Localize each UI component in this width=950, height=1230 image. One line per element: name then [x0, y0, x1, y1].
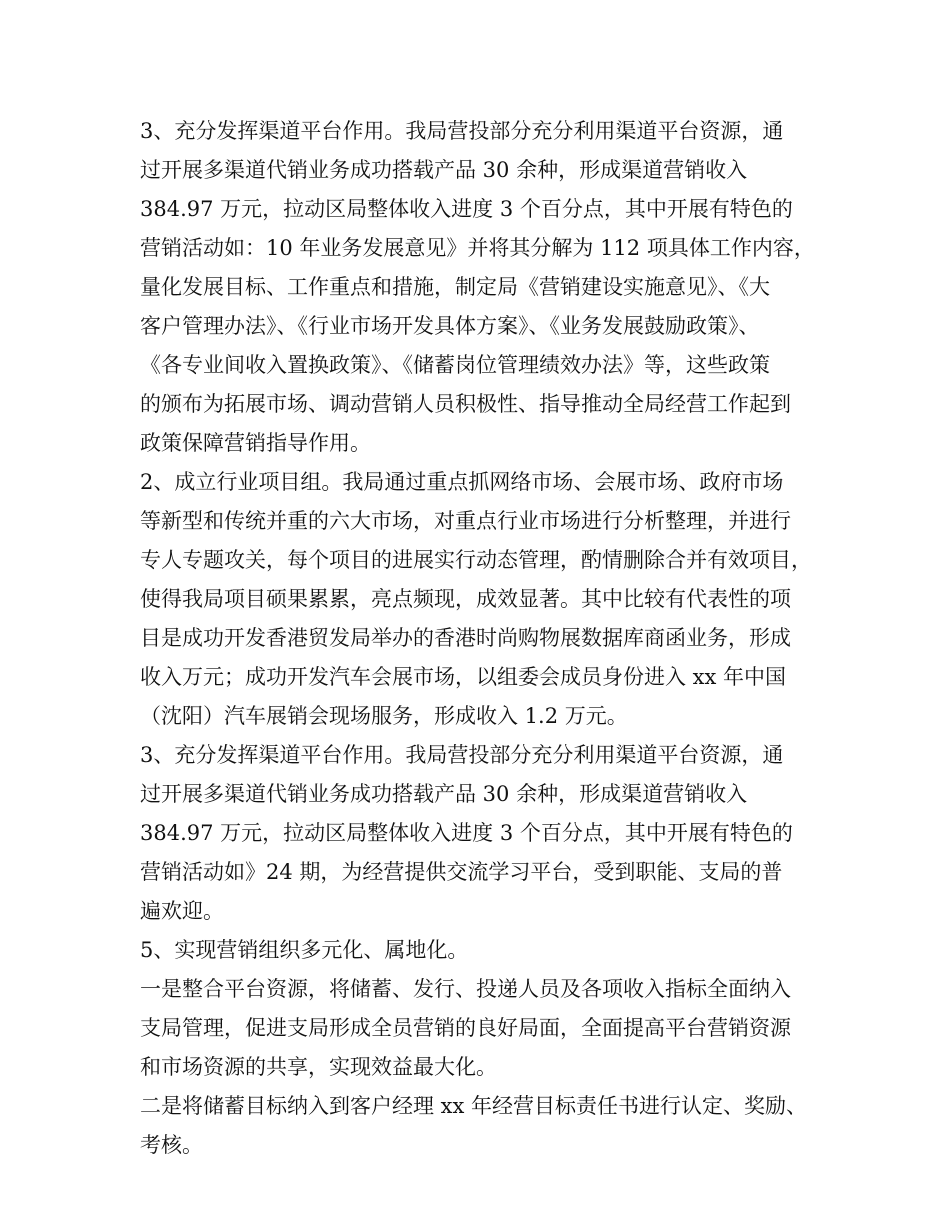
text-line: 3、充分发挥渠道平台作用。我局营投部分充分利用渠道平台资源，通 [140, 119, 784, 143]
text-line: 使得我局项目硕果累累，亮点频现，成效显著。其中比较有代表性的项 [140, 587, 791, 611]
text-line: 等新型和传统并重的六大市场，对重点行业市场进行分析整理，并进行 [140, 509, 791, 533]
text-line: 384.97 万元，拉动区局整体收入进度 3 个百分点，其中开展有特色的 [140, 821, 793, 845]
text-line: 3、充分发挥渠道平台作用。我局营投部分充分利用渠道平台资源，通 [140, 743, 784, 767]
text-line: 收入万元；成功开发汽车会展市场，以组委会成员身份进入 xx 年中国 [140, 665, 787, 689]
text-line: 过开展多渠道代销业务成功搭载产品 30 余种，形成渠道营销收入 [140, 782, 748, 806]
text-line: 支局管理，促进支局形成全员营销的良好局面，全面提高平台营销资源 [140, 1016, 791, 1040]
text-line: 一是整合平台资源，将储蓄、发行、投递人员及各项收入指标全面纳入 [140, 977, 791, 1001]
text-line: 的颁布为拓展市场、调动营销人员积极性、指导推动全局经营工作起到 [140, 392, 791, 416]
text-line: 政策保障营销指导作用。 [140, 431, 371, 455]
text-line: 遍欢迎。 [140, 899, 224, 923]
text-line: 考核。 [140, 1133, 203, 1157]
text-line: 384.97 万元，拉动区局整体收入进度 3 个百分点，其中开展有特色的 [140, 197, 793, 221]
text-line: 《各专业间收入置换政策》、《储蓄岗位管理绩效办法》等，这些政策 [140, 353, 770, 377]
text-line: 营销活动如：10 年业务发展意见》并将其分解为 112 项具体工作内容， [140, 236, 815, 260]
text-line: 二是将储蓄目标纳入到客户经理 xx 年经营目标责任书进行认定、奖励、 [140, 1094, 808, 1118]
text-line: 5、实现营销组织多元化、属地化。 [140, 938, 469, 962]
text-line: 和市场资源的共享，实现效益最大化。 [140, 1055, 497, 1079]
text-line: 过开展多渠道代销业务成功搭载产品 30 余种，形成渠道营销收入 [140, 158, 748, 182]
text-line: 客户管理办法》、《行业市场开发具体方案》、《业务发展鼓励政策》、 [140, 314, 760, 338]
text-line: 专人专题攻关，每个项目的进展实行动态管理，酌情删除合并有效项目， [140, 548, 812, 572]
text-line: 2、成立行业项目组。我局通过重点抓网络市场、会展市场、政府市场 [140, 470, 784, 494]
text-line: 营销活动如》24 期，为经营提供交流学习平台，受到职能、支局的普 [140, 860, 783, 884]
text-line: （沈阳）汽车展销会现场服务，形成收入 1.2 万元。 [140, 704, 628, 728]
text-line: 目是成功开发香港贸发局举办的香港时尚购物展数据库商函业务，形成 [140, 626, 791, 650]
document-body [140, 112, 830, 1165]
text-line: 量化发展目标、工作重点和措施，制定局《营销建设实施意见》、《大 [140, 275, 770, 299]
